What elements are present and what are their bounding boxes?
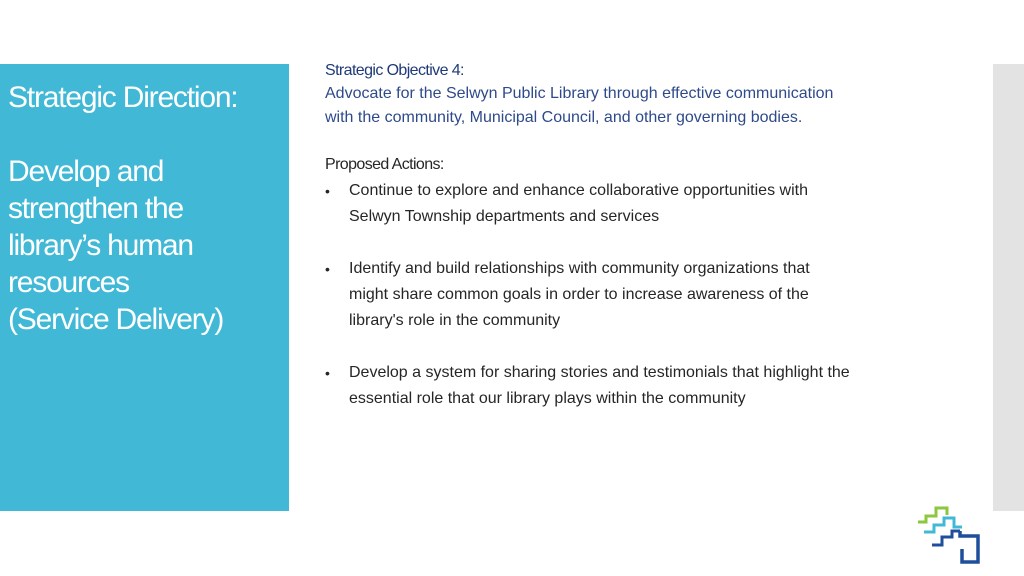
subheading-line: library’s human — [8, 229, 193, 262]
action-text-line: Identify and build relationships with community organizations that — [349, 260, 810, 277]
selwyn-library-logo-icon — [916, 505, 982, 565]
objective-text-line: with the community, Municipal Council, and other governing bodies. — [325, 109, 803, 126]
proposed-actions-list — [325, 178, 945, 412]
action-item — [325, 256, 945, 334]
strategic-direction-heading: Strategic Direction: — [8, 81, 238, 114]
action-item — [325, 178, 945, 230]
subheading-line: strengthen the — [8, 192, 184, 225]
action-text-line: might share common goals in order to increase awareness of the — [349, 286, 809, 303]
action-text-line: Continue to explore and enhance collaborative opportunities with — [349, 182, 808, 199]
bullet-icon: • — [325, 365, 330, 381]
objective-text — [325, 82, 945, 130]
objective-text-line: Advocate for the Selwyn Public Library through effective communication — [325, 85, 834, 102]
subheading-line: resources — [8, 266, 129, 299]
bullet-icon: • — [325, 183, 330, 199]
logo-dark-blue-stroke-1 — [932, 531, 960, 545]
action-text-line: Develop a system for sharing stories and testimonials that highlight the — [349, 364, 850, 381]
logo-dark-blue-stroke-2 — [960, 531, 978, 562]
action-text-line: essential role that our library plays within the community — [349, 390, 746, 407]
right-side-bar — [993, 64, 1024, 511]
subheading-line: Develop and — [8, 155, 164, 188]
strategic-direction-subheading — [8, 153, 283, 338]
bullet-icon: • — [325, 261, 330, 277]
action-text-line: library's role in the community — [349, 312, 561, 329]
proposed-actions-title: Proposed Actions: — [325, 156, 444, 173]
objective-title: Strategic Objective 4: — [325, 62, 464, 79]
action-item — [325, 360, 945, 412]
subheading-line: (Service Delivery) — [8, 303, 224, 336]
action-text-line: Selwyn Township departments and services — [349, 208, 660, 225]
objective-content — [325, 60, 945, 438]
